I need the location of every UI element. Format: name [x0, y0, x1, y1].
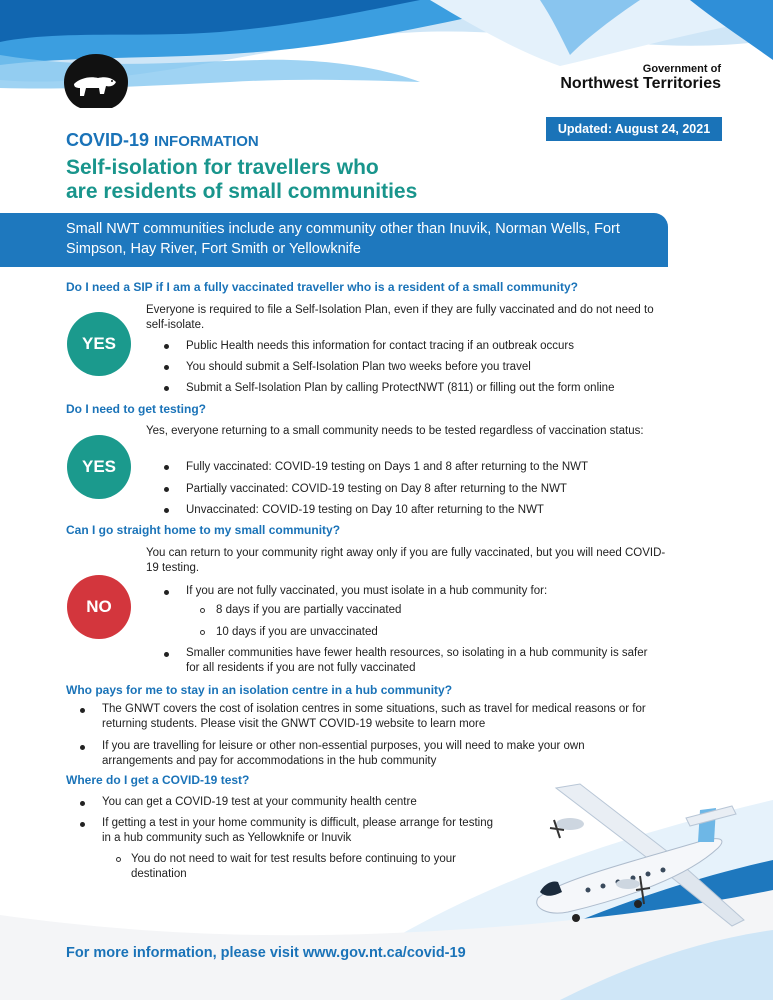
section-1-bullet-2: You should submit a Self-Isolation Plan two weeks before you travel: [186, 361, 531, 373]
section-3-bullet-1: If you are not fully vaccinated, you must isolate in a hub community for:: [186, 585, 548, 597]
info-band-text: Small NWT communities include any community other than Inuvik, Norman Wells, Fort Simpson, Hay River, Fort Smith or Yellowknife: [66, 221, 620, 257]
bullet-dot: [80, 801, 85, 806]
section-4-bullet-1: The GNWT covers the cost of isolation centres in some situations, such as travel for medical reasons or for returning students. Please visit the GNWT COVID-19 website to learn more: [102, 703, 646, 730]
section-3-bullet-2: Smaller communities have fewer health resources, so isolating in a hub community is safer for all residents if you are not fully vaccinated: [186, 647, 648, 674]
kicker-main: COVID-19: [66, 130, 150, 150]
bullet-dot: [164, 487, 169, 492]
document-kicker: [66, 130, 259, 151]
section-1-bullet-1: Public Health needs this information for contact tracing if an outbreak occurs: [186, 340, 575, 352]
bullet-dot: [80, 745, 85, 750]
info-band: [0, 213, 668, 267]
government-of-label: Government of: [642, 63, 721, 75]
section-5-sub-bullet-1: You do not need to wait for test results before continuing to your destination: [131, 853, 456, 880]
sub-bullet-ring: [200, 608, 205, 613]
section-4-question: Who pays for me to stay in an isolation centre in a hub community?: [66, 683, 453, 697]
document-title: [66, 156, 417, 204]
section-3-sub-bullet-1: 8 days if you are partially vaccinated: [216, 604, 402, 616]
section-2-question: Do I need to get testing?: [66, 402, 206, 416]
bullet-dot: [80, 708, 85, 713]
kicker-sub: INFORMATION: [154, 133, 259, 150]
section-1-question: Do I need a SIP if I am a fully vaccinated traveller who is a resident of a small community?: [66, 280, 578, 294]
airplane-illustration-icon: [518, 780, 758, 950]
title-line-2: are residents of small communities: [66, 180, 418, 203]
section-2-bullet-3: Unvaccinated: COVID-19 testing on Day 10 after returning to the NWT: [186, 504, 544, 516]
bullet-dot: [164, 590, 169, 595]
section-1-bullet-3: Submit a Self-Isolation Plan by calling ProtectNWT (811) or filling out the form online: [186, 382, 615, 394]
section-3-intro: You can return to your community right away only if you are fully vaccinated, but you will need COVID-19 testing.: [146, 547, 666, 574]
sub-bullet-ring: [116, 857, 121, 862]
section-5-question: Where do I get a COVID-19 test?: [66, 773, 250, 787]
section-3-question: Can I go straight home to my small community?: [66, 523, 341, 537]
bullet-dot: [164, 344, 169, 349]
section-2-bullet-1: Fully vaccinated: COVID-19 testing on Days 1 and 8 after returning to the NWT: [186, 461, 589, 473]
title-line-1: Self-isolation for travellers who: [66, 156, 379, 179]
section-3-sub-bullet-2: 10 days if you are unvaccinated: [216, 626, 378, 638]
sub-bullet-ring: [200, 630, 205, 635]
bullet-dot: [164, 386, 169, 391]
section-4-bullet-2: If you are travelling for leisure or other non-essential purposes, you will need to make your own arrangements and pay for accommodations in the hub community: [102, 740, 585, 767]
footer-more-info: For more information, please visit www.gov.nt.ca/covid-19: [66, 945, 466, 961]
section-2-badge: YES: [67, 435, 131, 499]
bullet-dot: [164, 365, 169, 370]
section-1-intro: Everyone is required to file a Self-Isolation Plan, even if they are fully vaccinated and do not need to self-isolate.: [146, 304, 654, 331]
bullet-dot: [80, 822, 85, 827]
bullet-dot: [164, 465, 169, 470]
bullet-dot: [164, 652, 169, 657]
section-5-bullet-2: If getting a test in your home community is difficult, please arrange for testing in a hub community such as Yellowknife or Inuvik: [102, 817, 493, 844]
updated-date-badge: Updated: August 24, 2021: [546, 117, 722, 141]
polar-bear-logo-icon: [62, 54, 130, 108]
government-name: Northwest Territories: [560, 75, 721, 92]
section-2-intro: Yes, everyone returning to a small community needs to be tested regardless of vaccination status:: [146, 425, 644, 437]
section-2-bullet-2: Partially vaccinated: COVID-19 testing on Day 8 after returning to the NWT: [186, 483, 567, 495]
section-1-badge: YES: [67, 312, 131, 376]
bullet-dot: [164, 508, 169, 513]
section-5-bullet-1: You can get a COVID-19 test at your community health centre: [102, 796, 417, 808]
section-3-badge: NO: [67, 575, 131, 639]
